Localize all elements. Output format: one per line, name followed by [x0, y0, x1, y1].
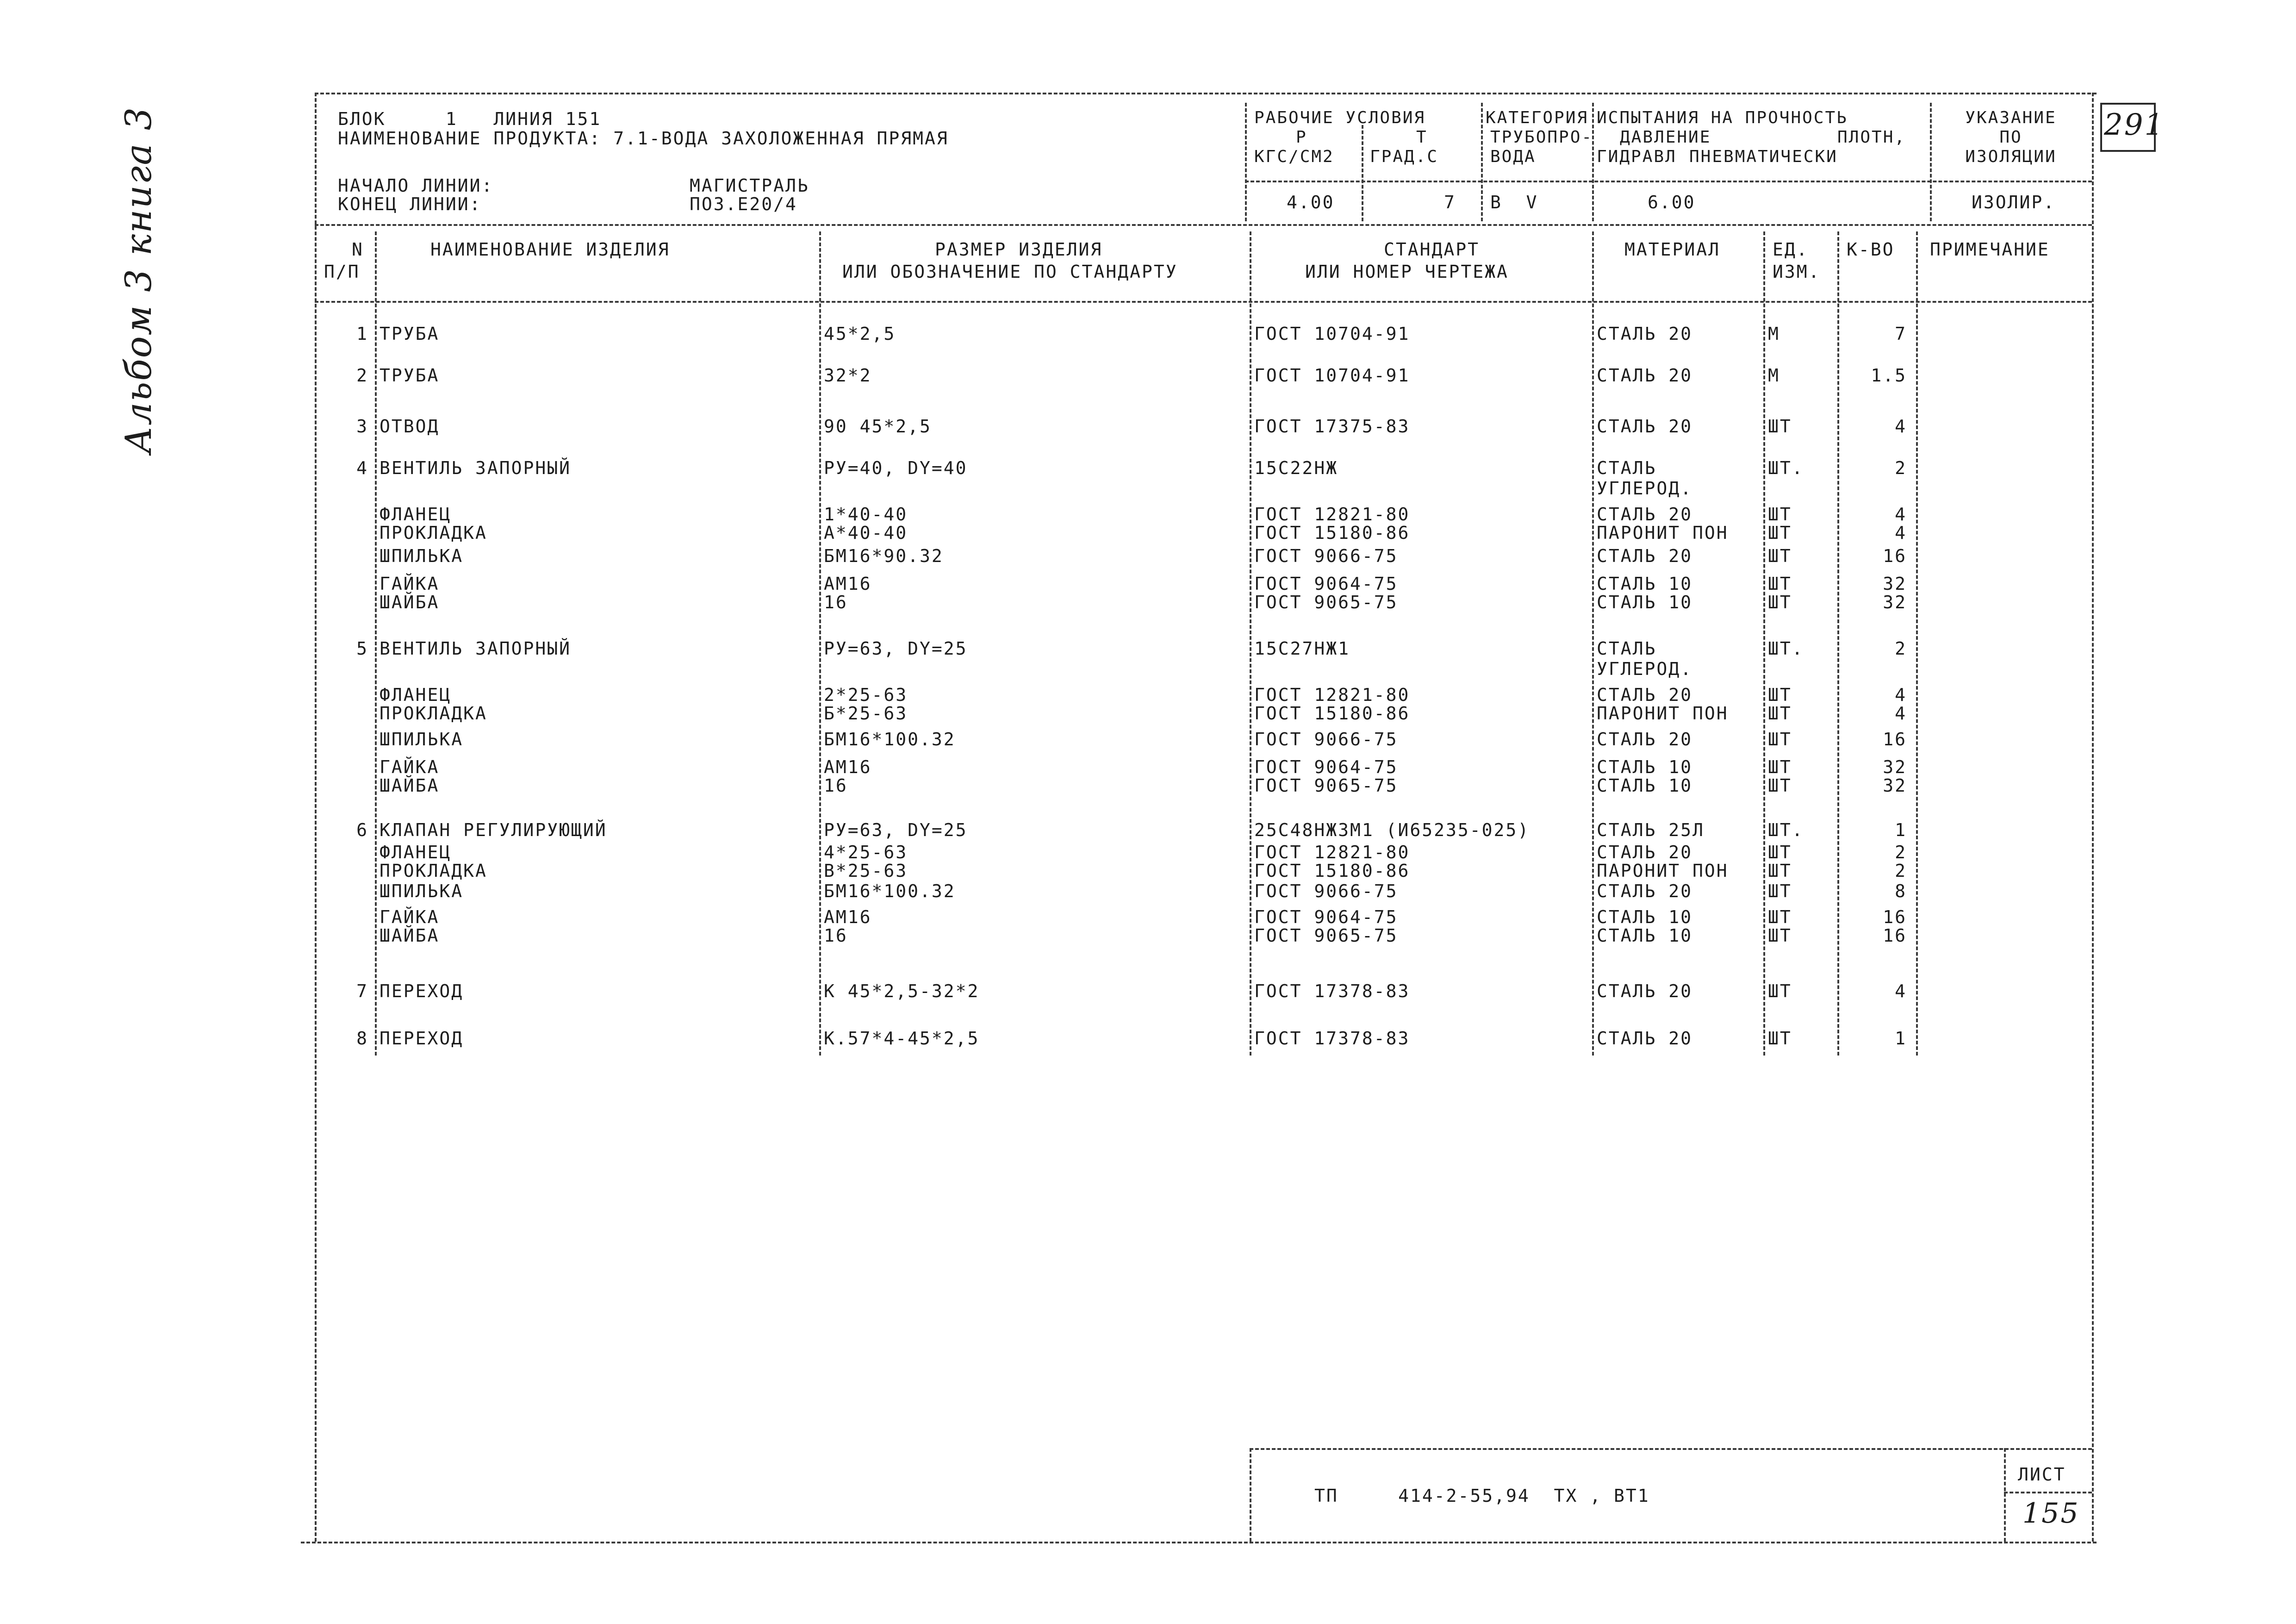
row-5-qty: 4: [1895, 504, 1907, 525]
t-value: 7: [1444, 192, 1456, 212]
col-qty: К-ВО: [1847, 239, 1895, 260]
row-2-qty: 1.5: [1871, 365, 1907, 386]
row-21-mat: СТАЛЬ 10: [1597, 925, 1693, 946]
row-22-size: К 45*2,5-32*2: [824, 981, 980, 1001]
row-20-mat: СТАЛЬ 10: [1597, 907, 1693, 927]
hdr-sep: [1245, 181, 2092, 182]
product-name: НАИМЕНОВАНИЕ ПРОДУКТА: 7.1-ВОДА ЗАХОЛОЖЕННАЯ ПРЯМАЯ: [338, 128, 949, 149]
row-9-std: ГОСТ 9065-75: [1254, 592, 1398, 612]
row-18-std: ГОСТ 15180-86: [1254, 861, 1410, 881]
row-22-qty: 4: [1895, 981, 1907, 1001]
row-11-std: ГОСТ 12821-80: [1254, 685, 1410, 705]
col-name: НАИМЕНОВАНИЕ ИЗДЕЛИЯ: [430, 239, 670, 260]
hydraulic-value: 6.00: [1648, 192, 1696, 212]
stamp-left: [1250, 1448, 1251, 1542]
category-value: В V: [1490, 192, 1538, 212]
hdr-divider-pt: [1362, 125, 1363, 221]
row-4-size: РУ=40, DY=40: [824, 458, 968, 478]
album-note: Альбом 3 книга 3: [118, 106, 160, 454]
row-10-mat: СТАЛЬ: [1597, 638, 1657, 659]
row-14-name: ГАЙКА: [380, 757, 440, 777]
row-4-unit: ШТ.: [1768, 458, 1804, 478]
row-23-name: ПЕРЕХОД: [380, 1028, 464, 1049]
row-14-mat: СТАЛЬ 10: [1597, 757, 1693, 777]
row-1-qty: 7: [1895, 324, 1907, 344]
hdr-divider-3: [1592, 103, 1594, 221]
row-10-name: ВЕНТИЛЬ ЗАПОРНЫЙ: [380, 638, 572, 659]
row-2-name: ТРУБА: [380, 365, 440, 386]
block-line: БЛОК 1 ЛИНИЯ 151: [338, 109, 602, 129]
frame-top: [315, 93, 2097, 94]
row-12-name: ПРОКЛАДКА: [380, 703, 487, 724]
stamp-top: [1250, 1448, 2092, 1450]
wire: ВОДА: [1490, 147, 1536, 166]
row-1-unit: М: [1768, 324, 1780, 344]
row-23-size: К.57*4-45*2,5: [824, 1028, 980, 1049]
col-std-1: СТАНДАРТ: [1384, 239, 1480, 260]
row-20-size: АМ16: [824, 907, 872, 927]
row-6-size: А*40-40: [824, 523, 908, 543]
row-18-qty: 2: [1895, 861, 1907, 881]
row-10-mat2: УГЛЕРОД.: [1597, 659, 1693, 679]
row-12-std: ГОСТ 15180-86: [1254, 703, 1410, 724]
row-3-size: 90 45*2,5: [824, 416, 932, 437]
row-22-std: ГОСТ 17378-83: [1254, 981, 1410, 1001]
row-22-mat: СТАЛЬ 20: [1597, 981, 1693, 1001]
corner-number: 291: [2104, 108, 2165, 142]
frame-left: [315, 93, 317, 1542]
row-14-qty: 32: [1883, 757, 1907, 777]
row-17-name: ФЛАНЕЦ: [380, 842, 452, 862]
row-2-std: ГОСТ 10704-91: [1254, 365, 1410, 386]
col-material: МАТЕРИАЛ: [1624, 239, 1721, 260]
row-13-std: ГОСТ 9066-75: [1254, 729, 1398, 750]
col-header-top: [315, 224, 2092, 226]
row-16-qty: 1: [1895, 820, 1907, 840]
div-name: [819, 231, 821, 1056]
col-unit-1: ЕД.: [1773, 239, 1809, 260]
row-19-name: ШПИЛЬКА: [380, 881, 464, 901]
row-9-name: ШАЙБА: [380, 592, 440, 612]
row-8-qty: 32: [1883, 574, 1907, 594]
row-6-std: ГОСТ 15180-86: [1254, 523, 1410, 543]
row-1-name: ТРУБА: [380, 324, 440, 344]
t-unit: ГРАД.С: [1370, 147, 1439, 166]
row-1-std: ГОСТ 10704-91: [1254, 324, 1410, 344]
row-9-size: 16: [824, 592, 848, 612]
row-2-unit: М: [1768, 365, 1780, 386]
row-22-n: 7: [356, 981, 368, 1001]
row-7-size: БМ16*90.32: [824, 546, 944, 566]
row-13-unit: ШТ: [1768, 729, 1792, 750]
row-3-std: ГОСТ 17375-83: [1254, 416, 1410, 437]
row-5-size: 1*40-40: [824, 504, 908, 525]
row-10-n: 5: [356, 638, 368, 659]
row-23-n: 8: [356, 1028, 368, 1049]
row-18-unit: ШТ: [1768, 861, 1792, 881]
row-23-qty: 1: [1895, 1028, 1907, 1049]
row-11-unit: ШТ: [1768, 685, 1792, 705]
row-18-name: ПРОКЛАДКА: [380, 861, 487, 881]
row-17-size: 4*25-63: [824, 842, 908, 862]
row-3-mat: СТАЛЬ 20: [1597, 416, 1693, 437]
col-size-1: РАЗМЕР ИЗДЕЛИЯ: [935, 239, 1103, 260]
row-9-mat: СТАЛЬ 10: [1597, 592, 1693, 612]
row-23-unit: ШТ: [1768, 1028, 1792, 1049]
row-13-mat: СТАЛЬ 20: [1597, 729, 1693, 750]
row-4-n: 4: [356, 458, 368, 478]
pressure: ДАВЛЕНИЕ: [1620, 128, 1711, 147]
row-11-qty: 4: [1895, 685, 1907, 705]
row-19-size: БМ16*100.32: [824, 881, 956, 901]
work-conditions: РАБОЧИЕ УСЛОВИЯ: [1254, 108, 1426, 127]
row-19-mat: СТАЛЬ 20: [1597, 881, 1693, 901]
row-20-name: ГАЙКА: [380, 907, 440, 927]
row-15-size: 16: [824, 775, 848, 796]
row-11-name: ФЛАНЕЦ: [380, 685, 452, 705]
row-5-std: ГОСТ 12821-80: [1254, 504, 1410, 525]
row-12-unit: ШТ: [1768, 703, 1792, 724]
frame-bottom: [301, 1542, 2097, 1543]
row-16-unit: ШТ.: [1768, 820, 1804, 840]
col-header-bottom: [315, 301, 2092, 303]
row-15-unit: ШТ: [1768, 775, 1792, 796]
col-size-2: ИЛИ ОБОЗНАЧЕНИЕ ПО СТАНДАРТУ: [842, 262, 1178, 282]
row-10-qty: 2: [1895, 638, 1907, 659]
row-22-unit: ШТ: [1768, 981, 1792, 1001]
row-20-qty: 16: [1883, 907, 1907, 927]
row-4-qty: 2: [1895, 458, 1907, 478]
row-7-mat: СТАЛЬ 20: [1597, 546, 1693, 566]
row-23-mat: СТАЛЬ 20: [1597, 1028, 1693, 1049]
p-value: 4.00: [1287, 192, 1335, 212]
row-19-qty: 8: [1895, 881, 1907, 901]
row-8-mat: СТАЛЬ 10: [1597, 574, 1693, 594]
row-16-size: РУ=63, DY=25: [824, 820, 968, 840]
row-15-name: ШАЙБА: [380, 775, 440, 796]
hdr-divider-2: [1481, 103, 1483, 221]
row-11-mat: СТАЛЬ 20: [1597, 685, 1693, 705]
row-17-std: ГОСТ 12821-80: [1254, 842, 1410, 862]
row-12-mat: ПАРОНИТ ПОН: [1597, 703, 1729, 724]
row-16-n: 6: [356, 820, 368, 840]
row-17-unit: ШТ: [1768, 842, 1792, 862]
row-14-std: ГОСТ 9064-75: [1254, 757, 1398, 777]
pneumatic: ПНЕВМАТИЧЕСКИ: [1689, 147, 1838, 166]
row-15-mat: СТАЛЬ 10: [1597, 775, 1693, 796]
end-label: КОНЕЦ ЛИНИИ:: [338, 194, 482, 214]
row-10-std: 15С27НЖ1: [1254, 638, 1350, 659]
row-1-n: 1: [356, 324, 368, 344]
row-14-size: АМ16: [824, 757, 872, 777]
row-16-mat: СТАЛЬ 25Л: [1597, 820, 1705, 840]
row-7-name: ШПИЛЬКА: [380, 546, 464, 566]
row-22-name: ПЕРЕХОД: [380, 981, 464, 1001]
row-1-mat: СТАЛЬ 20: [1597, 324, 1693, 344]
col-unit-2: ИЗМ.: [1773, 262, 1821, 282]
row-17-qty: 2: [1895, 842, 1907, 862]
div-qty: [1916, 231, 1918, 1056]
row-15-qty: 32: [1883, 775, 1907, 796]
stamp-sheet-div: [2004, 1448, 2006, 1542]
row-2-mat: СТАЛЬ 20: [1597, 365, 1693, 386]
hdr-divider-4: [1930, 103, 1932, 221]
insulation-1: УКАЗАНИЕ: [1965, 108, 2057, 127]
category: КАТЕГОРИЯ: [1486, 108, 1589, 127]
row-4-name: ВЕНТИЛЬ ЗАПОРНЫЙ: [380, 458, 572, 478]
row-5-unit: ШТ: [1768, 504, 1792, 525]
row-7-qty: 16: [1883, 546, 1907, 566]
row-3-qty: 4: [1895, 416, 1907, 437]
row-9-unit: ШТ: [1768, 592, 1792, 612]
row-21-unit: ШТ: [1768, 925, 1792, 946]
sheet-number: 155: [2022, 1497, 2080, 1530]
start-label: НАЧАЛО ЛИНИИ:: [338, 175, 494, 196]
doc-number: ТП 414-2-55,94 ТХ , ВТ1: [1314, 1486, 1650, 1506]
row-3-name: ОТВОД: [380, 416, 440, 437]
density: ПЛОТН,: [1837, 128, 1906, 147]
insulation-value: ИЗОЛИР.: [1972, 192, 2056, 212]
row-8-name: ГАЙКА: [380, 574, 440, 594]
row-21-name: ШАЙБА: [380, 925, 440, 946]
col-num-2: П/П: [324, 262, 360, 282]
row-2-size: 32*2: [824, 365, 872, 386]
row-8-unit: ШТ: [1768, 574, 1792, 594]
frame-right: [2092, 93, 2094, 1542]
p-unit: КГС/СМ2: [1254, 147, 1334, 166]
row-13-qty: 16: [1883, 729, 1907, 750]
row-12-size: Б*25-63: [824, 703, 908, 724]
row-6-qty: 4: [1895, 523, 1907, 543]
row-21-std: ГОСТ 9065-75: [1254, 925, 1398, 946]
col-note: ПРИМЕЧАНИЕ: [1930, 239, 2050, 260]
insulation-2: ПО: [1999, 128, 2022, 147]
row-4-std: 15С22НЖ: [1254, 458, 1338, 478]
sheet-label: ЛИСТ: [2018, 1464, 2066, 1485]
row-8-std: ГОСТ 9064-75: [1254, 574, 1398, 594]
div-num: [375, 231, 377, 1056]
row-7-unit: ШТ: [1768, 546, 1792, 566]
row-5-mat: СТАЛЬ 20: [1597, 504, 1693, 525]
div-size: [1250, 231, 1251, 1056]
row-4-mat2: УГЛЕРОД.: [1597, 478, 1693, 499]
row-4-mat: СТАЛЬ: [1597, 458, 1657, 478]
insulation-3: ИЗОЛЯЦИИ: [1965, 147, 2057, 166]
row-3-n: 3: [356, 416, 368, 437]
row-16-name: КЛАПАН РЕГУЛИРУЮЩИЙ: [380, 820, 607, 840]
hdr-divider-1: [1245, 103, 1247, 221]
row-13-size: БМ16*100.32: [824, 729, 956, 750]
row-6-mat: ПАРОНИТ ПОН: [1597, 523, 1729, 543]
col-num: N: [352, 239, 364, 260]
row-7-std: ГОСТ 9066-75: [1254, 546, 1398, 566]
row-6-unit: ШТ: [1768, 523, 1792, 543]
row-18-size: В*25-63: [824, 861, 908, 881]
div-std: [1592, 231, 1594, 1056]
row-21-qty: 16: [1883, 925, 1907, 946]
row-8-size: АМ16: [824, 574, 872, 594]
row-16-std: 25С48НЖ3М1 (И65235-025): [1254, 820, 1530, 840]
row-6-name: ПРОКЛАДКА: [380, 523, 487, 543]
p-label: Р: [1296, 128, 1307, 147]
row-23-std: ГОСТ 17378-83: [1254, 1028, 1410, 1049]
row-19-unit: ШТ: [1768, 881, 1792, 901]
row-3-unit: ШТ: [1768, 416, 1792, 437]
row-20-unit: ШТ: [1768, 907, 1792, 927]
div-unit: [1837, 231, 1839, 1056]
row-5-name: ФЛАНЕЦ: [380, 504, 452, 525]
row-9-qty: 32: [1883, 592, 1907, 612]
row-21-size: 16: [824, 925, 848, 946]
strength-test: ИСПЫТАНИЯ НА ПРОЧНОСТЬ: [1597, 108, 1848, 127]
row-11-size: 2*25-63: [824, 685, 908, 705]
end-value: ПОЗ.Е20/4: [690, 194, 797, 214]
row-14-unit: ШТ: [1768, 757, 1792, 777]
row-20-std: ГОСТ 9064-75: [1254, 907, 1398, 927]
row-10-size: РУ=63, DY=25: [824, 638, 968, 659]
start-value: МАГИСТРАЛЬ: [690, 175, 809, 196]
row-15-std: ГОСТ 9065-75: [1254, 775, 1398, 796]
row-17-mat: СТАЛЬ 20: [1597, 842, 1693, 862]
row-2-n: 2: [356, 365, 368, 386]
row-12-qty: 4: [1895, 703, 1907, 724]
hydraulic: ГИДРАВЛ: [1597, 147, 1677, 166]
col-std-2: ИЛИ НОМЕР ЧЕРТЕЖА: [1305, 262, 1509, 282]
pipeline: ТРУБОПРО-: [1490, 128, 1593, 147]
row-13-name: ШПИЛЬКА: [380, 729, 464, 750]
row-1-size: 45*2,5: [824, 324, 896, 344]
sheet-sep: [2004, 1492, 2092, 1493]
div-mat: [1763, 231, 1765, 1056]
row-18-mat: ПАРОНИТ ПОН: [1597, 861, 1729, 881]
t-label: Т: [1416, 128, 1428, 147]
row-10-unit: ШТ.: [1768, 638, 1804, 659]
row-19-std: ГОСТ 9066-75: [1254, 881, 1398, 901]
